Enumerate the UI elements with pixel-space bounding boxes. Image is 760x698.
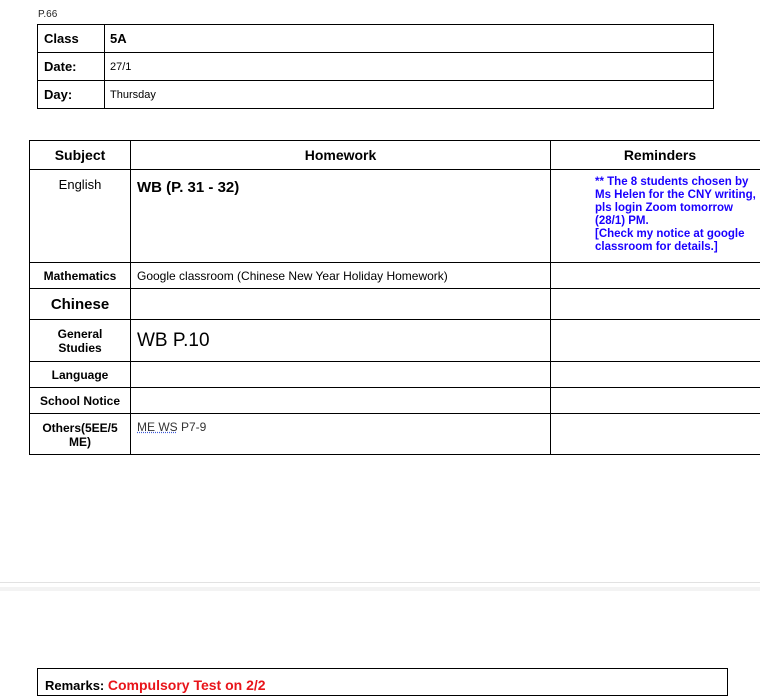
remarks-text: Compulsory Test on 2/2	[107, 677, 266, 693]
class-info-table	[37, 24, 714, 109]
homework-cell	[131, 362, 551, 388]
reminder-text	[595, 176, 760, 254]
subject-label: ME)	[69, 435, 91, 449]
table-row-language	[30, 362, 760, 388]
homework-cell	[131, 170, 551, 263]
reminder-cell	[551, 289, 760, 320]
class-value: 5A	[105, 25, 714, 53]
homework-cell	[131, 263, 551, 289]
subject-label: General	[57, 326, 103, 341]
reminder-cell	[551, 320, 760, 362]
subject-cell	[30, 289, 131, 320]
table-row-others	[30, 414, 760, 455]
table-row-chinese	[30, 289, 760, 320]
homework-cell	[131, 388, 551, 414]
homework-header: Homework	[131, 141, 551, 170]
remarks-label	[45, 677, 266, 693]
reminder-line: pls login Zoom tomorrow	[595, 202, 733, 214]
page-number: P.66	[38, 9, 58, 20]
me-ws-link[interactable]: ME WS	[137, 420, 178, 434]
reminder-line: classroom for details.]	[595, 241, 718, 253]
homework-text: WB (P. 31 - 32)	[137, 179, 240, 196]
class-label: Class	[38, 25, 105, 53]
page-gap	[0, 587, 760, 591]
table-row-general-studies	[30, 320, 760, 362]
day-label: Day:	[38, 81, 105, 109]
date-row	[38, 53, 714, 81]
reminder-line: [Check my notice at google	[595, 228, 745, 240]
reminder-cell	[551, 414, 760, 455]
subject-cell	[30, 414, 131, 455]
day-value: Thursday	[105, 81, 714, 109]
reminders-header: Reminders	[551, 141, 760, 170]
subject-cell	[30, 320, 131, 362]
page-divider	[0, 582, 760, 583]
subject-label: Chinese	[50, 295, 110, 313]
homework-text: P7-9	[177, 420, 207, 434]
table-row-english	[30, 170, 760, 263]
remarks-label-text: Remarks:	[45, 678, 108, 693]
subject-label: Studies	[58, 340, 102, 355]
subject-cell	[30, 170, 131, 263]
subject-cell	[30, 263, 131, 289]
homework-cell	[131, 414, 551, 455]
reminder-cell	[551, 170, 760, 263]
homework-cell	[131, 289, 551, 320]
table-row-mathematics	[30, 263, 760, 289]
subject-label: English	[58, 177, 102, 192]
homework-text: WB P.10	[137, 329, 210, 351]
date-value: 27/1	[105, 53, 714, 81]
class-row	[38, 25, 714, 53]
subject-label: Others(5EE/5	[42, 421, 118, 435]
subject-header: Subject	[30, 141, 131, 170]
reminder-cell	[551, 362, 760, 388]
table-row-school-notice	[30, 388, 760, 414]
subject-label: School Notice	[39, 393, 120, 408]
homework-text: Google classroom (Chinese New Year Holiday Homework)	[137, 268, 448, 283]
reminder-cell	[551, 388, 760, 414]
subject-label: Mathematics	[43, 268, 117, 283]
reminder-line: ** The 8 students chosen by	[595, 176, 749, 188]
subject-cell	[30, 362, 131, 388]
homework-cell	[131, 320, 551, 362]
date-label: Date:	[38, 53, 105, 81]
day-row	[38, 81, 714, 109]
reminder-cell	[551, 263, 760, 289]
reminder-line: Ms Helen for the CNY writing,	[595, 189, 756, 201]
remarks-box	[37, 668, 728, 696]
reminder-line: (28/1) PM.	[595, 215, 649, 227]
homework-table	[29, 140, 760, 455]
subject-cell	[30, 388, 131, 414]
subject-label: Language	[51, 367, 109, 382]
header-row	[30, 141, 760, 170]
